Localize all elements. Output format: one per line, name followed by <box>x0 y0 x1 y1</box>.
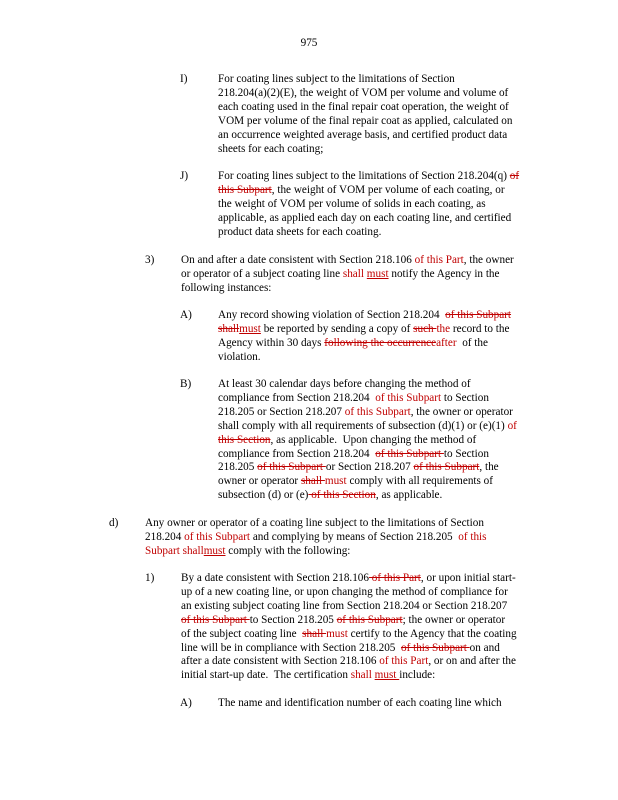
inserted-text: must <box>374 669 400 682</box>
inserted-text: of <box>507 419 517 432</box>
text-run: ; the owner or operator <box>402 613 506 626</box>
deleted-text: of this Section <box>308 489 376 502</box>
text-run: initial start-up date. The certification <box>181 669 351 682</box>
text-run: comply with all requirements of <box>346 475 493 488</box>
text-run: line will be in compliance with Section 218.205 <box>181 641 401 654</box>
text-run: 218.205 <box>218 461 258 474</box>
text-run: to Section <box>441 391 489 404</box>
text-line <box>218 392 517 406</box>
text-run: The name and identification number of each coating line which <box>218 697 502 709</box>
text-line <box>218 143 513 157</box>
deleted-text: of this Subpart <box>336 613 403 626</box>
inserted-text: after <box>436 336 457 349</box>
text-line <box>218 337 511 351</box>
text-run: an occurrence weighted average basis, and certified product data <box>218 128 508 141</box>
inserted-text: must <box>366 267 389 280</box>
text-line <box>218 406 517 420</box>
text-run: each coating used in the final repair coat operation, the weight of <box>218 100 509 113</box>
deleted-text: of this Subpart <box>257 461 326 474</box>
deleted-text: shall <box>218 322 240 335</box>
text-line <box>218 129 513 143</box>
text-line <box>218 475 517 489</box>
text-line <box>218 420 517 434</box>
text-run: after a date consistent with Section 218.106 <box>181 655 380 668</box>
text-run: up of a new coating line, or upon changing the method of compliance for <box>181 585 508 598</box>
text-run: violation. <box>218 350 261 363</box>
text-run: By a date consistent with Section 218.106 <box>181 572 369 584</box>
text-line <box>181 628 517 642</box>
text-line <box>181 655 517 669</box>
deleted-text: of this Subpart <box>400 641 470 654</box>
text-line <box>181 614 517 628</box>
deleted-text: this Section <box>218 433 271 446</box>
text-run: applicable, as applied each day on each coating line, and certified <box>218 211 512 224</box>
inserted-text: must <box>324 475 347 488</box>
text-line <box>145 545 487 559</box>
text-run: 218.205 or Section 218.207 <box>218 405 345 418</box>
text-line <box>218 170 519 184</box>
text-run: For coating lines subject to the limitations of Section 218.204(q) <box>218 170 510 182</box>
text-run: or Section 218.207 <box>325 461 414 474</box>
item-label: J) <box>180 170 189 182</box>
text-run: of the <box>456 336 488 349</box>
text-run: , the weight of VOM per volume of each coating, or <box>271 183 505 196</box>
text-run: on and <box>469 641 500 654</box>
text-run: , the owner <box>463 254 514 266</box>
item-label: A) <box>180 697 192 709</box>
text-run: Any record showing violation of Section 218.204 <box>218 309 446 321</box>
text-line <box>218 73 513 87</box>
text-line <box>181 600 517 614</box>
inserted-text: of this Part <box>414 254 464 266</box>
text-run: For coating lines subject to the limitations of Section <box>218 73 455 85</box>
text-run: compliance from Section 218.204 <box>218 391 376 404</box>
text-line <box>218 198 519 212</box>
text-line <box>181 268 514 282</box>
item-I <box>180 73 513 156</box>
text-run: or operator of a subject coating line <box>181 267 343 280</box>
text-run: notify the Agency in the <box>388 267 500 280</box>
item-label: I) <box>180 73 188 85</box>
text-line <box>218 351 511 365</box>
inserted-text: Subpart shall <box>145 544 204 557</box>
text-run: , as applicable. Upon changing the method of <box>270 433 477 446</box>
text-line <box>218 323 511 337</box>
text-run: , as applicable. <box>375 489 443 502</box>
deleted-text: of this Subpart <box>445 309 512 321</box>
text-line <box>181 282 514 296</box>
inserted-text: must <box>203 544 226 557</box>
text-run: , or on and after the <box>428 655 516 668</box>
text-line <box>145 517 487 531</box>
text-run: to Section <box>443 447 489 460</box>
deleted-text: of this Part <box>369 572 421 584</box>
text-line <box>218 115 513 129</box>
text-run: Any owner or operator of a coating line subject to the limitations of Section <box>145 517 484 529</box>
text-run: product data sheets for each coating. <box>218 225 382 238</box>
text-run: of the subject coating line <box>181 627 303 640</box>
text-run: shall comply with all requirements of subsection (d)(1) or (e)(1) <box>218 419 508 432</box>
text-run: , the <box>479 461 499 474</box>
text-line <box>218 697 502 711</box>
deleted-text: shall <box>302 627 327 640</box>
item-text <box>181 572 517 683</box>
text-line <box>218 489 517 503</box>
item-text <box>218 170 519 240</box>
text-run: 218.204 <box>145 530 185 543</box>
text-line <box>218 212 519 226</box>
item-text <box>218 309 511 365</box>
inserted-text: shall <box>342 267 364 280</box>
item-d1A <box>180 697 502 711</box>
inserted-text: must <box>326 627 348 640</box>
inserted-text: of this <box>458 530 487 543</box>
text-run: following instances: <box>181 281 272 294</box>
text-line <box>218 87 513 101</box>
text-run: and complying by means of Section 218.205 <box>250 530 459 543</box>
text-run: Agency within 30 days <box>218 336 325 349</box>
text-run: to Section 218.205 <box>249 613 337 626</box>
text-line <box>181 669 517 683</box>
item-3 <box>145 254 514 296</box>
text-line <box>218 461 517 475</box>
item-text <box>218 697 502 711</box>
text-line <box>181 642 517 656</box>
text-run: sheets for each coating; <box>218 142 324 155</box>
inserted-text: shall <box>350 669 372 682</box>
text-run: compliance from Section 218.204 <box>218 447 376 460</box>
text-line <box>218 226 519 240</box>
text-run: , the owner or operator <box>410 405 513 418</box>
item-label: A) <box>180 309 192 321</box>
text-run: comply with the following: <box>225 544 351 557</box>
item-label: B) <box>180 378 192 390</box>
item-label: 1) <box>145 572 155 584</box>
text-run: subsection (d) or (e) <box>218 489 309 502</box>
inserted-text: must <box>239 322 261 335</box>
item-label: 3) <box>145 254 155 266</box>
text-line <box>145 531 487 545</box>
text-run: certify to the Agency that the coating <box>347 627 517 640</box>
deleted-text: of this Subpart <box>413 461 480 474</box>
deleted-text: this Subpart <box>218 183 272 196</box>
text-line <box>181 572 517 586</box>
text-run: owner or operator <box>218 475 301 488</box>
page-number: 975 <box>300 37 318 49</box>
inserted-text: of this Subpart <box>184 530 251 543</box>
text-run: 218.204(a)(2)(E), the weight of VOM per volume and volume of <box>218 86 509 99</box>
text-run: the weight of VOM per volume of solids in each coating, as <box>218 197 486 210</box>
deleted-text: of this Subpart <box>181 613 250 626</box>
text-run: , or upon initial start- <box>420 572 516 584</box>
text-line <box>218 101 513 115</box>
text-run: an existing subject coating line from Section 218.204 or Section 218.207 <box>181 599 508 612</box>
deleted-text: of <box>509 170 520 182</box>
item-text <box>145 517 487 559</box>
text-line <box>218 378 517 392</box>
deleted-text: of this Subpart <box>375 447 444 460</box>
item-3A <box>180 309 511 365</box>
item-d <box>109 517 487 559</box>
text-line <box>218 309 511 323</box>
deleted-text: following the occurrence <box>324 336 437 349</box>
text-run: VOM per volume of the final repair coat as applied, calculated on <box>218 114 513 127</box>
inserted-text: of this Subpart <box>375 391 442 404</box>
text-line <box>218 184 519 198</box>
deleted-text: such <box>413 322 437 335</box>
text-run: At least 30 calendar days before changing the method of <box>218 378 471 390</box>
text-line <box>218 434 517 448</box>
inserted-text: the <box>436 322 451 335</box>
text-run: be reported by sending a copy of <box>260 322 414 335</box>
item-text <box>218 378 517 503</box>
deleted-text: shall <box>300 475 325 488</box>
text-run: On and after a date consistent with Section 218.106 <box>181 254 415 266</box>
item-label: d) <box>109 517 119 529</box>
text-line <box>218 448 517 462</box>
inserted-text: of this Subpart <box>344 405 411 418</box>
item-d1 <box>145 572 517 683</box>
inserted-text: of this Part <box>379 655 429 668</box>
item-J <box>180 170 519 240</box>
text-line <box>181 586 517 600</box>
text-run: include: <box>399 669 436 682</box>
text-line <box>181 254 514 268</box>
text-run: record to the <box>450 322 510 335</box>
item-text <box>218 73 513 156</box>
item-3B <box>180 378 517 503</box>
item-text <box>181 254 514 296</box>
